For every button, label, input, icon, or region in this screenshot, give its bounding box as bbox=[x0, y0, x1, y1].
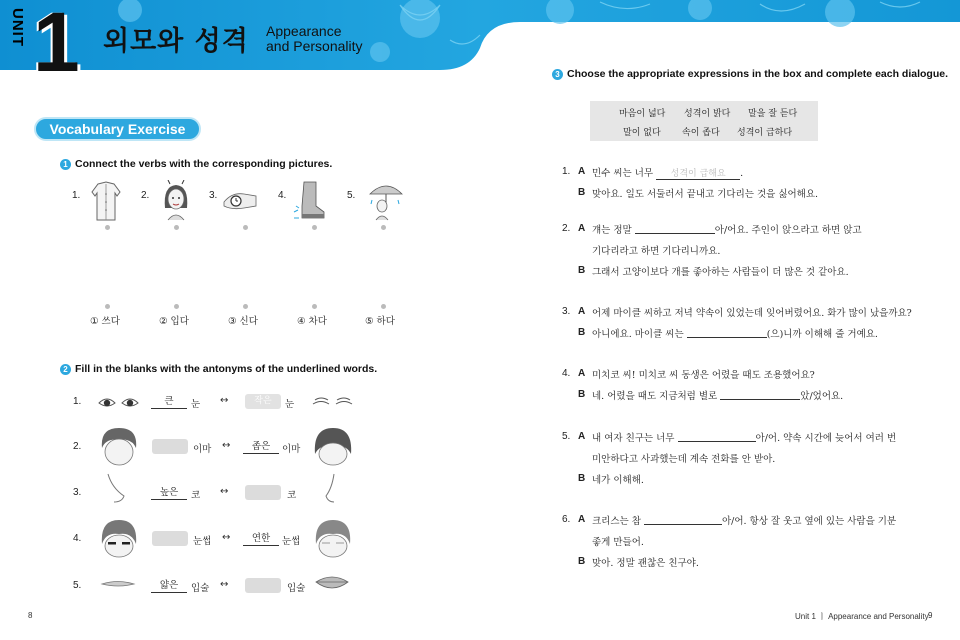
dialogue-line: 아니에요. 마이클 씨는 (으)니까 이해해 줄 거예요. bbox=[592, 329, 878, 340]
answer-blank[interactable] bbox=[245, 578, 281, 593]
exercise2-title: 2 Fill in the blanks with the antonyms of the underlined words. bbox=[60, 363, 377, 375]
noun-label: 코 bbox=[287, 490, 297, 501]
noun-label: 눈 bbox=[285, 399, 295, 410]
dialogue-line: 미치코 씨! 미치코 씨 동생은 어렸을 때도 조용했어요? bbox=[592, 370, 815, 381]
answer-blank[interactable]: 작은 bbox=[245, 394, 281, 409]
exercise3-title: 3 Choose the appropriate expressions in the box and complete each dialogue. bbox=[552, 68, 948, 80]
woman-face-icon bbox=[160, 180, 192, 222]
noun-label: 눈썹 bbox=[193, 536, 212, 547]
verb-option: ② 입다 bbox=[159, 316, 189, 327]
shirt-icon bbox=[90, 180, 122, 222]
narrow-forehead-icon bbox=[312, 426, 354, 466]
verb-option: ⑤ 하다 bbox=[365, 316, 395, 327]
verb-option: ③ 신다 bbox=[228, 316, 258, 327]
speaker-a: A bbox=[578, 431, 586, 442]
dialogue-number: 4. bbox=[562, 368, 571, 379]
thick-lips-icon bbox=[314, 572, 350, 594]
thin-lips-icon bbox=[100, 576, 136, 592]
connect-dot[interactable] bbox=[105, 304, 110, 309]
box-expression: 성격이 급하다 bbox=[737, 128, 793, 138]
speaker-a: A bbox=[578, 306, 586, 317]
dialogue-line: 네. 어렸을 때도 지금처럼 별로 았/었어요. bbox=[592, 391, 844, 402]
right-page-number: 9 bbox=[928, 611, 933, 620]
exercise-number-badge: 1 bbox=[60, 159, 71, 170]
speaker-b: B bbox=[578, 265, 586, 276]
speaker-b: B bbox=[578, 473, 586, 484]
boot-icon bbox=[292, 180, 328, 222]
answer-blank[interactable] bbox=[245, 485, 281, 500]
dialogue-number: 5. bbox=[562, 431, 571, 442]
answer-blank[interactable] bbox=[720, 389, 800, 400]
dialogue-line: 민수 씨는 너무 성격이 급해요 . bbox=[592, 168, 744, 179]
dialogue-line: 맞아요. 일도 서둘러서 끝내고 기다리는 것을 싫어해요. bbox=[592, 189, 819, 200]
left-page-number: 8 bbox=[28, 611, 33, 620]
row-number: 1. bbox=[73, 396, 82, 407]
answer-blank[interactable] bbox=[152, 439, 188, 454]
picture-number: 5. bbox=[347, 190, 356, 201]
wide-forehead-icon bbox=[98, 426, 140, 466]
antonym-arrow: ↔ bbox=[220, 395, 229, 406]
box-expression: 말을 잘 듣다 bbox=[748, 109, 798, 119]
page-title-korean: 외모와 성격 bbox=[103, 26, 249, 57]
answer-blank[interactable] bbox=[152, 531, 188, 546]
umbrella-icon bbox=[368, 180, 404, 222]
row-number: 5. bbox=[73, 580, 82, 591]
page-footer: Unit 1 ㅣ Appearance and Personality bbox=[795, 612, 929, 621]
verb-option: ① 쓰다 bbox=[90, 316, 120, 327]
speaker-b: B bbox=[578, 556, 586, 567]
connect-dot[interactable] bbox=[312, 304, 317, 309]
speaker-b: B bbox=[578, 327, 586, 338]
noun-label: 눈 bbox=[191, 399, 201, 410]
answer-blank[interactable] bbox=[687, 327, 767, 338]
answer-blank[interactable] bbox=[644, 514, 722, 525]
dialogue-line: 걔는 정말 아/어요. 주인이 앉으라고 하면 앉고 bbox=[592, 225, 862, 236]
picture-number: 2. bbox=[141, 190, 150, 201]
dialogue-number: 1. bbox=[562, 166, 571, 177]
small-eyes-icon bbox=[312, 394, 354, 412]
noun-label: 입술 bbox=[287, 583, 306, 594]
connect-dot[interactable] bbox=[381, 225, 386, 230]
page-title-english: Appearance and Personality bbox=[266, 23, 363, 54]
exercise-number-badge: 3 bbox=[552, 69, 563, 80]
dialogue-line: 내 여자 친구는 너무 아/어. 약속 시간에 늦어서 여러 번 bbox=[592, 433, 897, 444]
box-expression: 말이 없다 bbox=[623, 128, 661, 138]
antonym-arrow: ↔ bbox=[220, 579, 229, 590]
wristwatch-icon bbox=[222, 182, 258, 220]
light-eyebrows-icon bbox=[312, 518, 354, 558]
connect-dot[interactable] bbox=[243, 304, 248, 309]
dialogue-line: 좋게 만들어. bbox=[592, 537, 644, 548]
speaker-b: B bbox=[578, 187, 586, 198]
answer-blank[interactable] bbox=[678, 431, 756, 442]
noun-label: 코 bbox=[191, 490, 201, 501]
dialogue-line: 네가 이해해. bbox=[592, 475, 644, 486]
speaker-a: A bbox=[578, 223, 586, 234]
antonym-arrow: ↔ bbox=[222, 440, 231, 451]
speaker-a: A bbox=[578, 368, 586, 379]
antonym-arrow: ↔ bbox=[220, 486, 229, 497]
noun-label: 이마 bbox=[282, 444, 301, 455]
dialogue-line: 크리스는 참 아/어. 항상 잘 웃고 옆에 있는 사람을 기분 bbox=[592, 516, 897, 527]
connect-dot[interactable] bbox=[174, 225, 179, 230]
speaker-a: A bbox=[578, 166, 586, 177]
exercise-number-badge: 2 bbox=[60, 364, 71, 375]
row-number: 4. bbox=[73, 533, 82, 544]
low-nose-icon bbox=[318, 472, 344, 508]
unit-label: UNIT bbox=[9, 8, 26, 47]
connect-dot[interactable] bbox=[105, 225, 110, 230]
dialogue-line: 어제 마이클 씨하고 저녁 약속이 있었는데 잊어버렸어요. 화가 많이 났을까요? bbox=[592, 308, 912, 319]
connect-dot[interactable] bbox=[312, 225, 317, 230]
answer-underline: 연한 bbox=[243, 532, 279, 546]
answer-blank[interactable] bbox=[635, 223, 715, 234]
answer-underline: 좁은 bbox=[243, 440, 279, 454]
section-badge: Vocabulary Exercise bbox=[34, 117, 201, 141]
row-number: 2. bbox=[73, 441, 82, 452]
answer-underline: 높은 bbox=[151, 486, 187, 500]
connect-dot[interactable] bbox=[174, 304, 179, 309]
picture-number: 4. bbox=[278, 190, 287, 201]
row-number: 3. bbox=[73, 487, 82, 498]
exercise1-title: 1 Connect the verbs with the corresponding pictures. bbox=[60, 158, 332, 170]
dialogue-number: 6. bbox=[562, 514, 571, 525]
big-eyes-icon bbox=[98, 394, 140, 412]
picture-number: 1. bbox=[72, 190, 81, 201]
dialogue-number: 3. bbox=[562, 306, 571, 317]
speaker-b: B bbox=[578, 389, 586, 400]
dialogue-number: 2. bbox=[562, 223, 571, 234]
antonym-arrow: ↔ bbox=[222, 532, 231, 543]
high-nose-icon bbox=[100, 472, 130, 508]
dialogue-line: 기다리라고 하면 기다리니까요. bbox=[592, 246, 721, 257]
box-expression: 성격이 밝다 bbox=[684, 109, 731, 119]
speaker-a: A bbox=[578, 514, 586, 525]
verb-option: ④ 차다 bbox=[297, 316, 327, 327]
noun-label: 이마 bbox=[193, 444, 212, 455]
box-expression: 속이 좁다 bbox=[682, 128, 720, 138]
noun-label: 눈썹 bbox=[282, 536, 301, 547]
answer-underline: 큰 bbox=[151, 395, 187, 409]
answer-blank[interactable]: 성격이 급해요 bbox=[656, 166, 740, 180]
unit-number: 1 bbox=[33, 0, 80, 89]
noun-label: 입술 bbox=[191, 583, 210, 594]
picture-number: 3. bbox=[209, 190, 218, 201]
connect-dot[interactable] bbox=[243, 225, 248, 230]
box-expression: 마음이 넓다 bbox=[619, 109, 666, 119]
dialogue-line: 미안하다고 사과했는데 계속 전화를 안 받아. bbox=[592, 454, 776, 465]
dialogue-line: 맞아. 정말 괜찮은 친구야. bbox=[592, 558, 699, 569]
answer-underline: 얇은 bbox=[151, 579, 187, 593]
dialogue-line: 그래서 고양이보다 개를 좋아하는 사람들이 더 많은 것 같아요. bbox=[592, 267, 849, 278]
connect-dot[interactable] bbox=[381, 304, 386, 309]
thick-eyebrows-icon bbox=[98, 518, 140, 558]
